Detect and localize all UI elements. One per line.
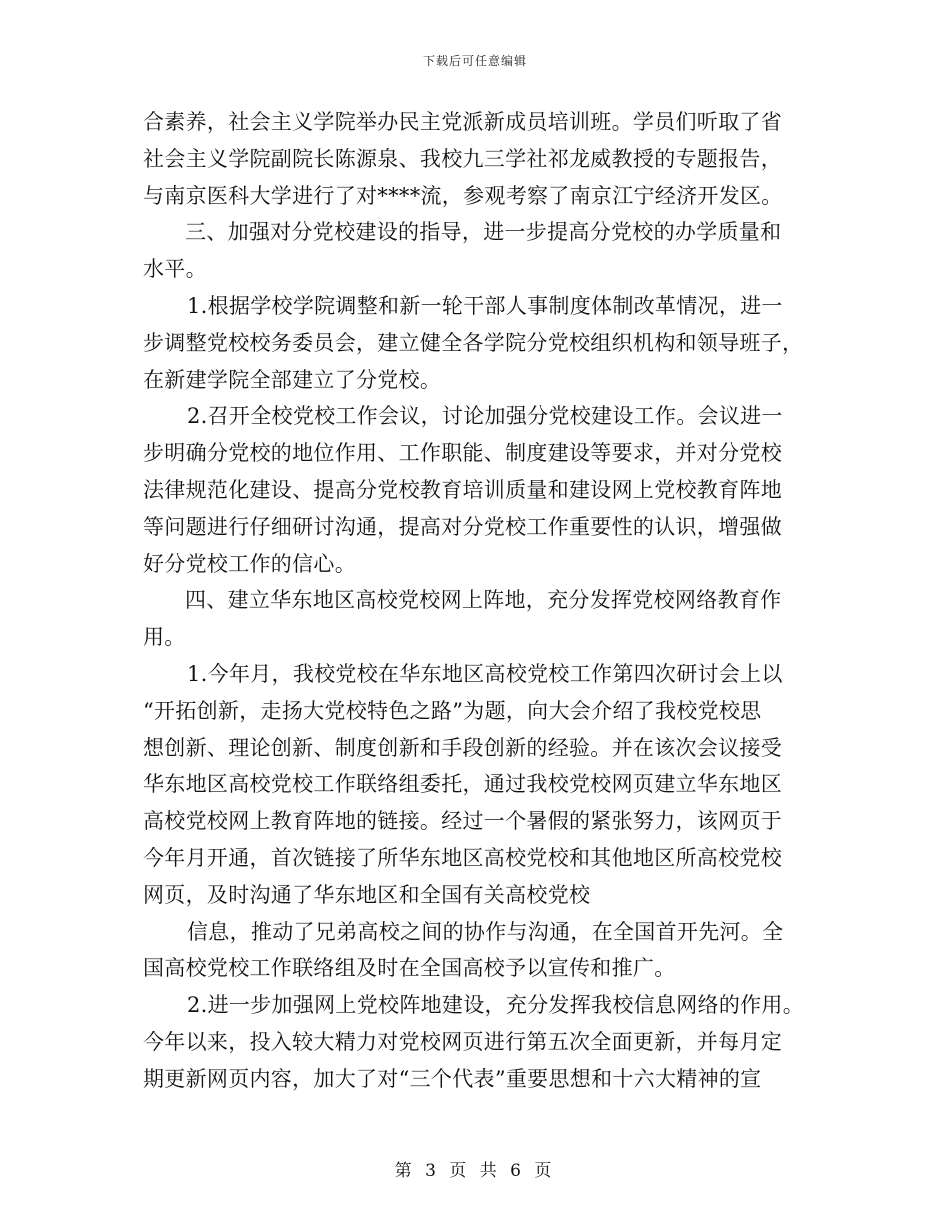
text-line: 社会主义学院副院长陈源泉、我校九三学社祁龙威教授的专题报告，	[143, 146, 782, 171]
text-line: 等问题进行仔细研讨沟通，提高对分党校工作重要性的认识，增强做	[143, 514, 782, 539]
text-line: 今年月开通，首次链接了所华东地区高校党校和其他地区所高校党校	[143, 845, 782, 870]
text-line: 网页，及时沟通了华东地区和全国有关高校党校	[143, 882, 591, 907]
text-line: 在新建学院全部建立了分党校。	[143, 367, 442, 392]
text-line: 三、加强对分党校建设的指导，进一步提高分党校的办学质量和	[185, 220, 782, 245]
page-number-footer: 第 3 页 共 6 页	[394, 1161, 556, 1181]
text-line: 法律规范化建设、提高分党校教育培训质量和建设网上党校教育阵地	[143, 477, 782, 502]
text-line: 今年以来，投入较大精力对党校网页进行第五次全面更新，并每月定	[143, 1029, 782, 1054]
text-line: 步调整党校校务委员会，建立健全各学院分党校组织机构和领导班子，	[143, 330, 804, 355]
text-line: 2.进一步加强网上党校阵地建设，充分发挥我校信息网络的作用。	[187, 993, 805, 1018]
text-line: 华东地区高校党校工作联络组委托，通过我校党校网页建立华东地区	[143, 772, 782, 797]
text-line: 想创新、理论创新、制度创新和手段创新的经验。并在该次会议接受	[143, 735, 782, 760]
document-body	[143, 104, 808, 1098]
page-header: 下载后可任意编辑	[422, 54, 527, 68]
text-line: 与南京医科大学进行了对****流，参观考察了南京江宁经济开发区。	[143, 183, 783, 208]
text-line: 步明确分党校的地位作用、工作职能、制度建设等要求，并对分党校	[143, 441, 782, 466]
text-line: 四、建立华东地区高校党校网上阵地，充分发挥党校网络教育作	[185, 588, 782, 613]
text-line: 1.根据学校学院调整和新一轮干部人事制度体制改革情况，进一	[187, 293, 783, 318]
text-line: 好分党校工作的信心。	[143, 551, 356, 576]
text-line: 1.今年月，我校党校在华东地区高校党校工作第四次研讨会上以	[187, 661, 783, 686]
text-line: 水平。	[143, 257, 207, 282]
text-line: 合素养，社会主义学院举办民主党派新成员培训班。学员们听取了省	[143, 110, 782, 134]
text-line: 2.召开全校党校工作会议，讨论加强分党校建设工作。会议进一	[187, 404, 783, 429]
text-line: 高校党校网上教育阵地的链接。经过一个暑假的紧张努力，该网页于	[143, 809, 782, 834]
text-line: 用。	[143, 625, 186, 650]
text-line: 期更新网页内容，加大了对“三个代表”重要思想和十六大精神的宣	[143, 1066, 762, 1091]
text-line: 国高校党校工作联络组及时在全国高校予以宣传和推广。	[143, 956, 676, 981]
text-line: “开拓创新，走扬大党校特色之路”为题，向大会介绍了我校党校思	[143, 698, 762, 723]
text-line: 信息，推动了兄弟高校之间的协作与沟通，在全国首开先河。全	[187, 919, 784, 944]
